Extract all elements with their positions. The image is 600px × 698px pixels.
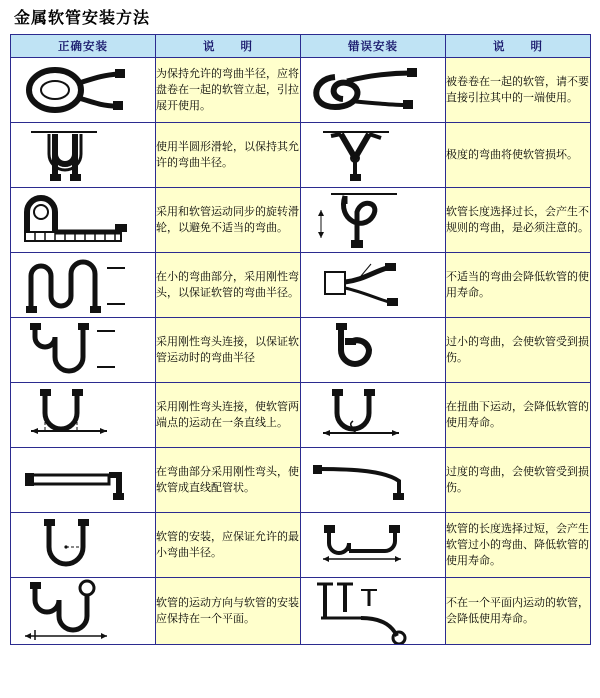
header-wrong-install: 错误安装 <box>301 35 446 58</box>
figure-wrong-hose-too-long-small-bend <box>301 513 446 578</box>
figure-correct-minimum-bend-radius <box>11 513 156 578</box>
coiled-hose-pulled-icon <box>301 65 445 115</box>
excessive-bend-icon <box>301 457 445 503</box>
table-row <box>11 383 591 448</box>
figure-correct-rigid-elbow-straight-piping <box>11 448 156 513</box>
table-row <box>11 188 591 253</box>
too-small-bend-icon <box>301 322 445 378</box>
coiled-hose-icon <box>11 65 155 115</box>
not-same-plane-icon <box>301 578 445 644</box>
figure-wrong-improper-bend <box>301 253 446 318</box>
rotating-pulley-icon <box>11 192 155 248</box>
header-wrong-note: 说 明 <box>446 35 591 58</box>
same-plane-motion-icon <box>11 578 155 644</box>
figure-wrong-hose-too-long-irregular-bend <box>301 188 446 253</box>
hose-installation-table <box>10 34 591 645</box>
note-correct: 软管的安装，应保证允许的最小弯曲半径。 <box>156 513 301 578</box>
note-wrong: 软管的长度选择过短，会产生软管过小的弯曲、降低软管的使用寿命。 <box>446 513 591 578</box>
figure-correct-rigid-elbows-both-ends <box>11 383 156 448</box>
table-row <box>11 448 591 513</box>
note-correct: 软管的运动方向与软管的安装应保持在一个平面。 <box>156 578 301 645</box>
straight-line-motion-icon <box>11 387 155 443</box>
straight-piping-icon <box>11 457 155 503</box>
figure-wrong-excessive-bend <box>301 448 446 513</box>
table-row <box>11 578 591 645</box>
figure-wrong-hose-bent-sharply-at-point <box>301 123 446 188</box>
figure-correct-coiled-hose-standing-upright <box>11 58 156 123</box>
figure-correct-hose-over-semicircular-pulley <box>11 123 156 188</box>
sharp-bend-icon <box>301 128 445 182</box>
table-row <box>11 123 591 188</box>
note-wrong: 被卷卷在一起的软管，请不要直接引拉其中的一端使用。 <box>446 58 591 123</box>
note-correct: 在小的弯曲部分，采用刚性弯头，以保证软管的弯曲半径。 <box>156 253 301 318</box>
twisting-motion-icon <box>301 387 445 443</box>
header-correct-install: 正确安装 <box>11 35 156 58</box>
figure-wrong-hose-twisting-motion <box>301 383 446 448</box>
note-wrong: 极度的弯曲将使软管损坏。 <box>446 123 591 188</box>
note-wrong: 过小的弯曲，会使软管受到损伤。 <box>446 318 591 383</box>
rigid-elbow-icon <box>11 256 155 314</box>
improper-bend-icon <box>301 258 445 312</box>
note-correct: 采用刚性弯头连接，使软管两端点的运动在一条直线上。 <box>156 383 301 448</box>
figure-wrong-coiled-hose-pulled-straight <box>301 58 446 123</box>
figure-wrong-too-small-bend-radius <box>301 318 446 383</box>
note-wrong: 不在一个平面内运动的软管，会降低使用寿命。 <box>446 578 591 645</box>
note-correct: 为保持允许的弯曲半径，应将盘卷在一起的软管立起，引拉展开使用。 <box>156 58 301 123</box>
irregular-bend-icon <box>301 190 445 250</box>
u-bend-rigid-elbow-icon <box>11 321 155 379</box>
note-correct: 在弯曲部分采用刚性弯头，使软管成直线配管状。 <box>156 448 301 513</box>
note-wrong: 软管长度选择过长，会产生不规则的弯曲，是必须注意的。 <box>446 188 591 253</box>
too-long-small-bend-icon <box>301 517 445 573</box>
figure-correct-rotating-pulley-synchronized <box>11 188 156 253</box>
header-correct-note: 说 明 <box>156 35 301 58</box>
figure-wrong-not-same-plane <box>301 578 446 645</box>
note-wrong: 不适当的弯曲会降低软管的使用寿命。 <box>446 253 591 318</box>
table-row <box>11 513 591 578</box>
table-row <box>11 253 591 318</box>
note-wrong: 过度的弯曲，会使软管受到损伤。 <box>446 448 591 513</box>
minimum-bend-radius-icon <box>11 517 155 573</box>
note-correct: 采用刚性弯头连接，以保证软管运动时的弯曲半径 <box>156 318 301 383</box>
note-correct: 使用半圆形滑轮，以保持其允许的弯曲半径。 <box>156 123 301 188</box>
figure-correct-rigid-elbow-at-small-bend <box>11 253 156 318</box>
page-title: 金属软管安装方法 <box>14 8 151 27</box>
note-correct: 采用和软管运动同步的旋转滑轮，以避免不适当的弯曲。 <box>156 188 301 253</box>
semicircular-pulley-icon <box>11 128 155 182</box>
figure-correct-rigid-elbow-connection-u-bend <box>11 318 156 383</box>
table-header-row <box>11 35 591 58</box>
table-row <box>11 58 591 123</box>
note-wrong: 在扭曲下运动，会降低软管的使用寿命。 <box>446 383 591 448</box>
table-row <box>11 318 591 383</box>
figure-correct-same-plane-motion <box>11 578 156 645</box>
